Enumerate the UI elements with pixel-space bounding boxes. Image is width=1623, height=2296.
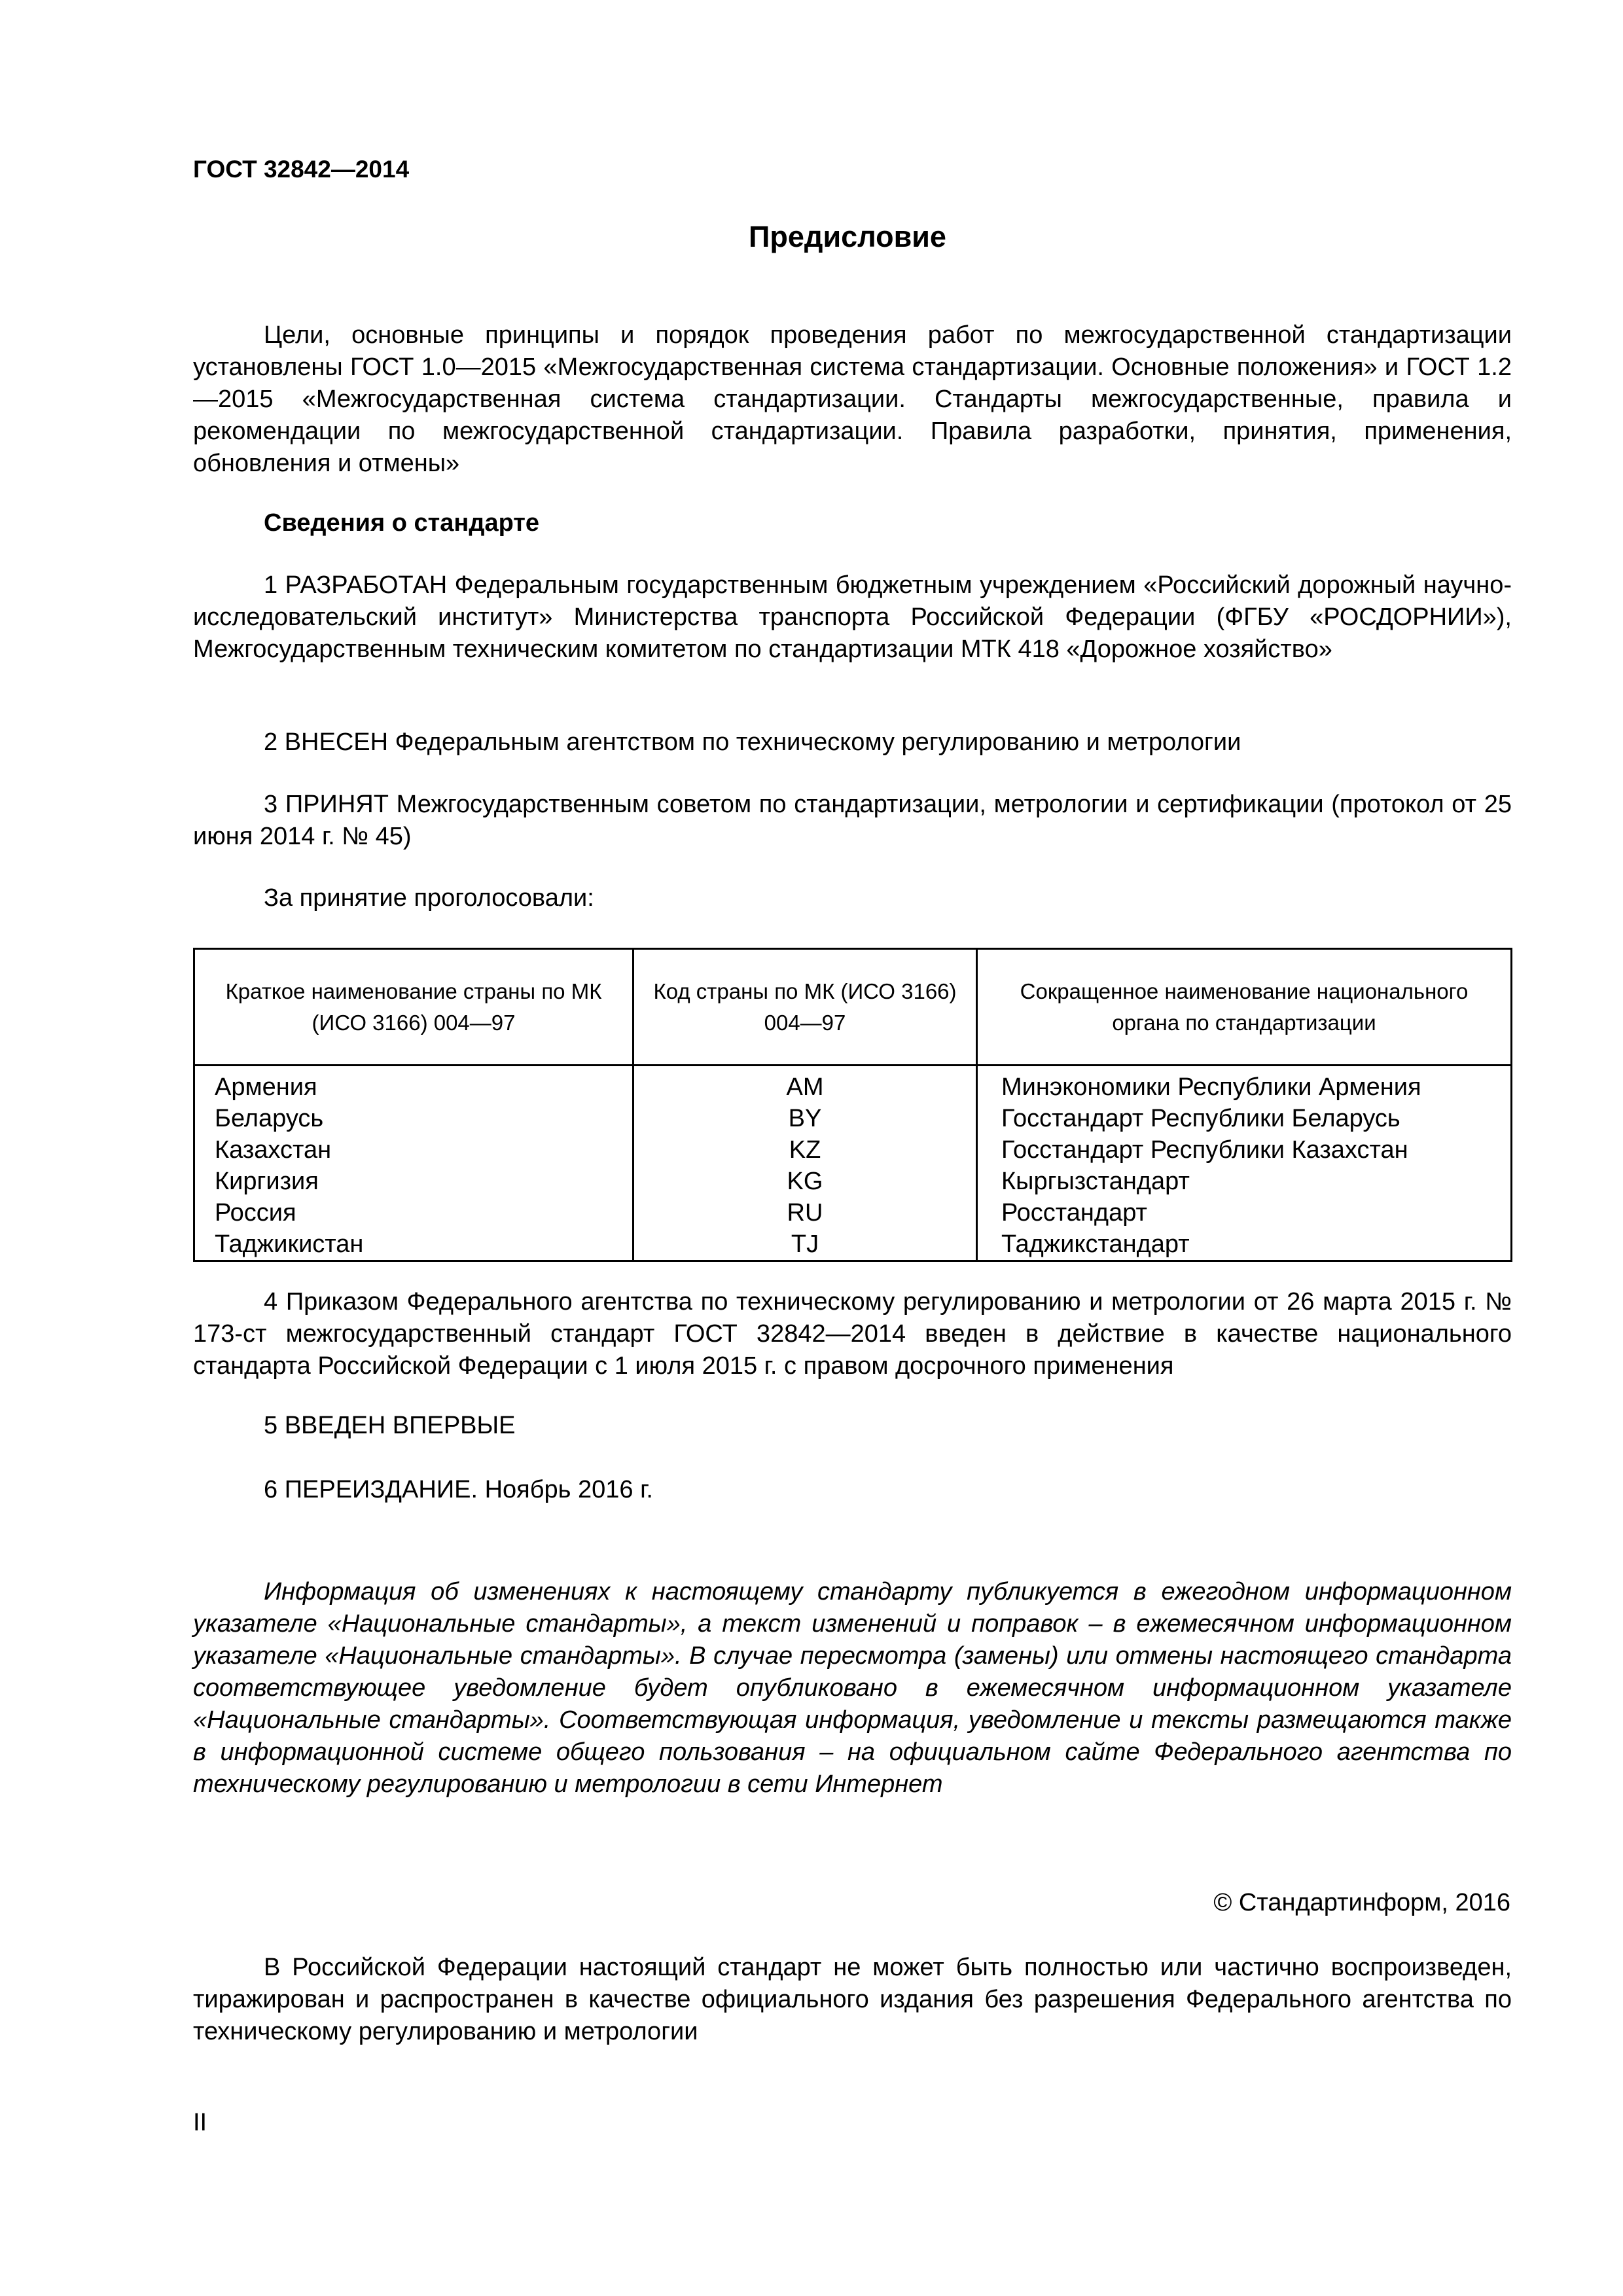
agency-cell: Госстандарт Республики Казахстан bbox=[977, 1134, 1512, 1166]
table-row bbox=[194, 1066, 1512, 1103]
code-cell: KG bbox=[633, 1166, 977, 1197]
code-cell: KZ bbox=[633, 1134, 977, 1166]
item-order: 4 Приказом Федерального агентства по техническому регулированию и метрологии от 26 марта 2015 г. № 173-ст межгосударственный стандарт ГОСТ 32842—2014 введен в действие в качестве национального стандарта Российской Федерации с 1 июля 2015 г. с правом досрочного применения bbox=[193, 1288, 1512, 1380]
voting-table bbox=[193, 948, 1512, 1262]
code-cell: RU bbox=[633, 1197, 977, 1229]
amendments-notice: Информация об изменениях к настоящему стандарту публикуется в ежегодном информационном указателе «Национальные стандарты», а текст изменений и поправок – в ежемесячном информационном указателе «Национальные стандарты». В случае пересмотра (замены) или отмены настоящего стандарта соответствующее уведомление будет опубликовано в ежемесячном информационном указателе «Национальные стандарты». Соответствующая информация, уведомление и тексты размещаются также в информационной системе общего пользования – на официальном сайте Федерального агентства по техническому регулированию и метрологии в сети Интернет bbox=[193, 1578, 1512, 1798]
document-id: ГОСТ 32842—2014 bbox=[193, 156, 410, 183]
table-header-row bbox=[194, 949, 1512, 1066]
reproduction-restriction: В Российской Федерации настоящий стандарт не может быть полностью или частично воспроизведен, тиражирован и распространен в качестве официального издания без разрешения Федерального агентства по техническому регулированию и метрологии bbox=[193, 1954, 1512, 2045]
item-reissue: 6 ПЕРЕИЗДАНИЕ. Ноябрь 2016 г. bbox=[264, 1476, 653, 1503]
item-developed: 1 РАЗРАБОТАН Федеральным государственным бюджетным учреждением «Российский дорожный научно-исследовательский институт» Министерства транспорта Российской Федерации (ФГБУ «РОСДОРНИИ»), Межгосударственным техническим комитетом по стандартизации МТК 418 «Дорожное хозяйство» bbox=[193, 571, 1512, 663]
code-cell: BY bbox=[633, 1103, 977, 1134]
agency-cell: Кыргызстандарт bbox=[977, 1166, 1512, 1197]
code-cell: AM bbox=[633, 1066, 977, 1103]
item-introduced: 2 ВНЕСЕН Федеральным агентством по техническому регулированию и метрологии bbox=[264, 728, 1241, 756]
country-cell: Армения bbox=[194, 1066, 633, 1103]
agency-cell: Таджикстандарт bbox=[977, 1229, 1512, 1261]
code-cell: TJ bbox=[633, 1229, 977, 1261]
agency-cell: Росстандарт bbox=[977, 1197, 1512, 1229]
table-row bbox=[194, 1197, 1512, 1229]
country-cell: Таджикистан bbox=[194, 1229, 633, 1261]
agency-cell: Минэкономики Республики Армения bbox=[977, 1066, 1512, 1103]
item-adopted: 3 ПРИНЯТ Межгосударственным советом по стандартизации, метрологии и сертификации (протокол от 25 июня 2014 г. № 45) bbox=[193, 791, 1512, 850]
table-row bbox=[194, 1229, 1512, 1261]
table-row bbox=[194, 1103, 1512, 1134]
intro-paragraph: Цели, основные принципы и порядок проведения работ по межгосударственной стандартизации установлены ГОСТ 1.0—2015 «Межгосударственная система стандартизации. Основные положения» и ГОСТ 1.2—2015 «Межгосударственная система стандартизации. Стандарты межгосударственные, правила и рекомендации по межгосударственной стандартизации. Правила разработки, принятия, применения, обновления и отмены» bbox=[193, 321, 1512, 477]
agency-cell: Госстандарт Республики Беларусь bbox=[977, 1103, 1512, 1134]
page-number: II bbox=[193, 2109, 207, 2136]
country-cell: Беларусь bbox=[194, 1103, 633, 1134]
header-code: Код страны по МК (ИСО 3166) 004—97 bbox=[633, 949, 977, 1066]
page-title: Предисловие bbox=[749, 220, 946, 253]
table-row bbox=[194, 1166, 1512, 1197]
country-cell: Киргизия bbox=[194, 1166, 633, 1197]
header-agency: Сокращенное наименование национального органа по стандартизации bbox=[977, 949, 1512, 1066]
copyright: © Стандартинформ, 2016 bbox=[1213, 1889, 1510, 1916]
info-heading: Сведения о стандарте bbox=[264, 509, 540, 537]
header-country: Краткое наименование страны по МК (ИСО 3166) 004—97 bbox=[194, 949, 633, 1066]
table-row bbox=[194, 1134, 1512, 1166]
country-cell: Россия bbox=[194, 1197, 633, 1229]
voted-label: За принятие проголосовали: bbox=[264, 884, 594, 912]
item-first: 5 ВВЕДЕН ВПЕРВЫЕ bbox=[264, 1412, 516, 1439]
country-cell: Казахстан bbox=[194, 1134, 633, 1166]
